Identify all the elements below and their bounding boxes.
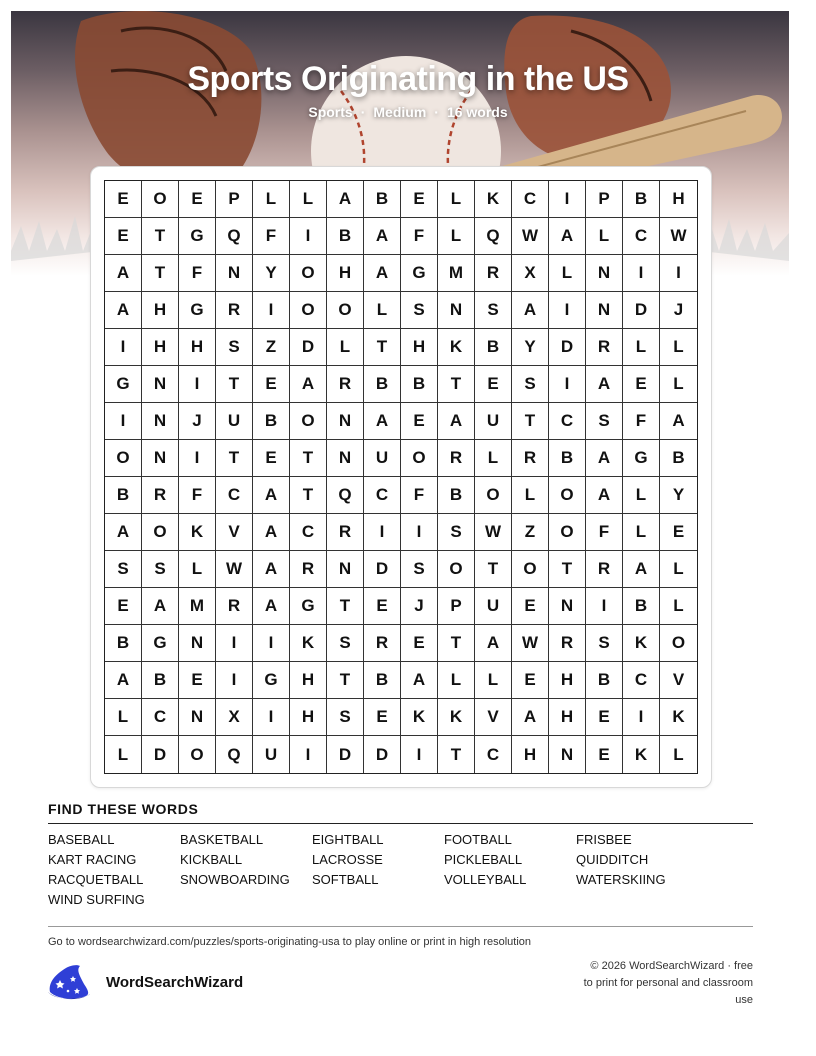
grid-cell[interactable]: S — [142, 551, 179, 588]
grid-cell[interactable]: L — [475, 440, 512, 477]
grid-cell[interactable]: O — [179, 736, 216, 773]
grid-cell[interactable]: R — [216, 588, 253, 625]
grid-cell[interactable]: H — [660, 181, 697, 218]
grid-cell[interactable]: G — [253, 662, 290, 699]
grid-cell[interactable]: D — [142, 736, 179, 773]
grid-cell[interactable]: A — [142, 588, 179, 625]
grid-cell[interactable]: L — [327, 329, 364, 366]
grid-cell[interactable]: B — [105, 477, 142, 514]
grid-cell[interactable]: L — [660, 588, 697, 625]
grid-cell[interactable]: X — [216, 699, 253, 736]
grid-cell[interactable]: I — [623, 255, 660, 292]
grid-cell[interactable]: U — [253, 736, 290, 773]
grid-cell[interactable]: A — [105, 292, 142, 329]
grid-cell[interactable]: X — [512, 255, 549, 292]
grid-cell[interactable]: I — [586, 588, 623, 625]
grid-cell[interactable]: E — [401, 181, 438, 218]
grid-cell[interactable]: C — [142, 699, 179, 736]
category-label: Sports — [308, 104, 353, 120]
grid-cell[interactable]: N — [327, 440, 364, 477]
grid-cell[interactable]: I — [401, 514, 438, 551]
grid-cell[interactable]: P — [438, 588, 475, 625]
grid-cell[interactable]: L — [660, 329, 697, 366]
word-list-item: SOFTBALL — [312, 872, 379, 887]
grid-cell[interactable]: L — [290, 181, 327, 218]
grid-cell[interactable]: U — [475, 403, 512, 440]
grid-cell[interactable]: E — [623, 366, 660, 403]
separator-dot: · — [434, 104, 439, 120]
grid-cell[interactable]: C — [364, 477, 401, 514]
grid-cell[interactable]: K — [438, 329, 475, 366]
grid-cell[interactable]: A — [253, 551, 290, 588]
grid-cell[interactable]: L — [549, 255, 586, 292]
grid-cell[interactable]: L — [253, 181, 290, 218]
grid-cell[interactable]: E — [660, 514, 697, 551]
copyright-notice: © 2026 WordSearchWizard · free to print for personal and classroom use — [583, 960, 753, 1006]
grid-cell[interactable]: I — [179, 440, 216, 477]
grid-cell[interactable]: B — [364, 181, 401, 218]
footer-link[interactable]: Go to wordsearchwizard.com/puzzles/sports-originating-usa to play online or print in high resolution — [48, 936, 532, 948]
grid-cell[interactable]: A — [105, 514, 142, 551]
grid-cell[interactable]: A — [253, 477, 290, 514]
grid-cell[interactable]: J — [401, 588, 438, 625]
grid-cell[interactable]: T — [216, 366, 253, 403]
page-title: Sports Originating in the US — [187, 60, 629, 98]
grid-cell[interactable]: L — [660, 366, 697, 403]
grid-cell[interactable]: I — [549, 181, 586, 218]
grid-cell[interactable]: L — [623, 477, 660, 514]
grid-cell[interactable]: L — [475, 662, 512, 699]
grid-cell[interactable]: R — [549, 625, 586, 662]
grid-cell[interactable]: T — [290, 440, 327, 477]
grid-cell[interactable]: O — [549, 514, 586, 551]
grid-cell[interactable]: C — [549, 403, 586, 440]
word-list-item: RACQUETBALL — [48, 872, 144, 887]
grid-cell[interactable]: J — [660, 292, 697, 329]
grid-cell[interactable]: B — [623, 181, 660, 218]
grid-cell[interactable]: F — [253, 218, 290, 255]
grid-cell[interactable]: H — [549, 699, 586, 736]
grid-cell[interactable]: A — [586, 477, 623, 514]
grid-cell[interactable]: Q — [327, 477, 364, 514]
grid-cell[interactable]: I — [290, 218, 327, 255]
grid-cell[interactable]: I — [549, 366, 586, 403]
grid-cell[interactable]: H — [401, 329, 438, 366]
grid-cell[interactable]: N — [142, 403, 179, 440]
grid-cell[interactable]: E — [512, 588, 549, 625]
grid-cell[interactable]: T — [327, 662, 364, 699]
grid-cell[interactable]: E — [586, 699, 623, 736]
grid-cell[interactable]: T — [364, 329, 401, 366]
grid-cell[interactable]: S — [401, 292, 438, 329]
word-list-heading: FIND THESE WORDS — [48, 801, 199, 817]
word-list-item: SNOWBOARDING — [180, 872, 290, 887]
grid-cell[interactable]: B — [475, 329, 512, 366]
grid-cell[interactable]: I — [549, 292, 586, 329]
grid-cell[interactable]: C — [290, 514, 327, 551]
puzzle-meta — [0, 104, 816, 120]
grid-cell[interactable]: E — [364, 588, 401, 625]
grid-cell[interactable]: R — [216, 292, 253, 329]
grid-cell[interactable]: N — [327, 551, 364, 588]
grid-cell[interactable]: P — [586, 181, 623, 218]
word-list-item: BASEBALL — [48, 832, 115, 847]
grid-cell[interactable]: B — [142, 662, 179, 699]
grid-cell[interactable]: T — [438, 736, 475, 773]
grid-cell[interactable]: B — [327, 218, 364, 255]
grid-cell[interactable]: O — [438, 551, 475, 588]
grid-cell[interactable]: E — [364, 699, 401, 736]
grid-cell[interactable]: E — [401, 403, 438, 440]
separator-dot: · — [360, 104, 366, 120]
grid-cell[interactable]: L — [105, 736, 142, 773]
grid-cell[interactable]: O — [290, 292, 327, 329]
word-list-item: FRISBEE — [576, 832, 632, 847]
grid-cell[interactable]: Y — [253, 255, 290, 292]
grid-cell[interactable]: I — [179, 366, 216, 403]
grid-cell[interactable]: R — [290, 551, 327, 588]
grid-cell[interactable]: G — [401, 255, 438, 292]
grid-cell[interactable]: B — [586, 662, 623, 699]
grid-cell[interactable]: M — [179, 588, 216, 625]
grid-cell[interactable]: K — [290, 625, 327, 662]
grid-cell[interactable]: J — [179, 403, 216, 440]
grid-cell[interactable]: N — [216, 255, 253, 292]
grid-cell[interactable]: A — [475, 625, 512, 662]
grid-cell[interactable]: I — [623, 699, 660, 736]
grid-cell[interactable]: I — [253, 625, 290, 662]
grid-cell[interactable]: S — [512, 366, 549, 403]
grid-cell[interactable]: O — [290, 403, 327, 440]
grid-cell[interactable]: S — [401, 551, 438, 588]
wizard-hat-icon — [46, 962, 92, 1002]
grid-cell[interactable]: H — [290, 662, 327, 699]
grid-cell[interactable]: O — [290, 255, 327, 292]
grid-cell[interactable]: T — [549, 551, 586, 588]
grid-cell[interactable]: A — [512, 292, 549, 329]
grid-cell[interactable]: P — [216, 181, 253, 218]
grid-cell[interactable]: L — [623, 329, 660, 366]
grid-cell[interactable]: C — [623, 218, 660, 255]
grid-cell[interactable]: R — [586, 551, 623, 588]
grid-cell[interactable]: G — [290, 588, 327, 625]
grid-cell[interactable]: L — [586, 218, 623, 255]
grid-cell[interactable]: W — [660, 218, 697, 255]
grid-cell[interactable]: O — [105, 440, 142, 477]
grid-cell[interactable]: S — [105, 551, 142, 588]
grid-cell[interactable]: B — [438, 477, 475, 514]
grid-cell[interactable]: A — [290, 366, 327, 403]
grid-cell[interactable]: H — [142, 329, 179, 366]
grid-cell[interactable]: E — [512, 662, 549, 699]
grid-cell[interactable]: O — [142, 181, 179, 218]
grid-cell[interactable]: L — [512, 477, 549, 514]
grid-cell[interactable]: R — [327, 514, 364, 551]
grid-cell[interactable]: B — [253, 403, 290, 440]
grid-cell[interactable]: O — [401, 440, 438, 477]
divider — [48, 823, 753, 824]
grid-cell[interactable]: T — [438, 625, 475, 662]
grid-cell[interactable]: N — [179, 625, 216, 662]
grid-cell[interactable]: I — [105, 329, 142, 366]
word-list-item: WIND SURFING — [48, 892, 145, 907]
grid-cell[interactable]: Q — [475, 218, 512, 255]
grid-cell[interactable]: N — [586, 292, 623, 329]
grid-cell[interactable]: T — [216, 440, 253, 477]
grid-cell[interactable]: W — [216, 551, 253, 588]
grid-cell[interactable]: R — [364, 625, 401, 662]
word-list-item: FOOTBALL — [444, 832, 512, 847]
grid-cell[interactable]: N — [327, 403, 364, 440]
grid-cell[interactable]: I — [105, 403, 142, 440]
grid-cell[interactable]: A — [512, 699, 549, 736]
grid-cell[interactable]: I — [401, 736, 438, 773]
grid-cell[interactable]: Y — [660, 477, 697, 514]
grid-cell[interactable]: T — [327, 588, 364, 625]
grid-cell[interactable]: G — [105, 366, 142, 403]
grid-cell[interactable]: S — [327, 699, 364, 736]
grid-cell[interactable]: F — [179, 255, 216, 292]
grid-cell[interactable]: A — [549, 218, 586, 255]
grid-cell[interactable]: C — [623, 662, 660, 699]
grid-cell[interactable]: V — [216, 514, 253, 551]
letter-grid[interactable] — [104, 180, 698, 774]
grid-cell[interactable]: K — [623, 625, 660, 662]
grid-cell[interactable]: R — [586, 329, 623, 366]
grid-cell[interactable]: T — [290, 477, 327, 514]
grid-cell[interactable]: A — [253, 514, 290, 551]
grid-cell[interactable]: R — [142, 477, 179, 514]
grid-cell[interactable]: O — [512, 551, 549, 588]
grid-cell[interactable]: E — [253, 440, 290, 477]
grid-cell[interactable]: U — [216, 403, 253, 440]
grid-cell[interactable]: T — [512, 403, 549, 440]
grid-cell[interactable]: O — [142, 514, 179, 551]
grid-cell[interactable]: W — [512, 218, 549, 255]
word-list-item: PICKLEBALL — [444, 852, 523, 867]
grid-cell[interactable]: L — [438, 218, 475, 255]
grid-cell[interactable]: I — [660, 255, 697, 292]
grid-cell[interactable]: W — [512, 625, 549, 662]
word-list — [48, 832, 753, 908]
grid-cell[interactable]: E — [105, 218, 142, 255]
grid-cell[interactable]: T — [142, 255, 179, 292]
grid-cell[interactable]: K — [660, 699, 697, 736]
word-list-item: LACROSSE — [312, 852, 383, 867]
grid-cell[interactable]: T — [438, 366, 475, 403]
grid-cell[interactable]: A — [586, 440, 623, 477]
grid-cell[interactable]: U — [475, 588, 512, 625]
grid-cell[interactable]: O — [327, 292, 364, 329]
word-list-item: KICKBALL — [180, 852, 243, 867]
grid-cell[interactable]: O — [660, 625, 697, 662]
grid-cell[interactable]: H — [549, 662, 586, 699]
grid-cell[interactable]: N — [586, 255, 623, 292]
grid-cell[interactable]: A — [327, 181, 364, 218]
grid-cell[interactable]: L — [364, 292, 401, 329]
grid-cell[interactable]: Y — [512, 329, 549, 366]
grid-cell[interactable]: L — [438, 662, 475, 699]
grid-cell[interactable]: R — [512, 440, 549, 477]
grid-cell[interactable]: K — [401, 699, 438, 736]
grid-cell[interactable]: K — [475, 181, 512, 218]
grid-cell[interactable]: S — [438, 514, 475, 551]
grid-cell[interactable]: D — [549, 329, 586, 366]
grid-cell[interactable]: H — [142, 292, 179, 329]
grid-cell[interactable]: Z — [253, 329, 290, 366]
grid-cell[interactable]: S — [586, 625, 623, 662]
grid-cell[interactable]: L — [438, 181, 475, 218]
grid-cell[interactable]: T — [142, 218, 179, 255]
grid-cell[interactable]: N — [179, 699, 216, 736]
grid-cell[interactable]: K — [438, 699, 475, 736]
grid-cell[interactable]: A — [105, 255, 142, 292]
grid-cell[interactable]: S — [586, 403, 623, 440]
grid-cell[interactable]: G — [179, 292, 216, 329]
word-list-item: BASKETBALL — [180, 832, 264, 847]
grid-cell[interactable]: F — [586, 514, 623, 551]
grid-cell[interactable]: W — [475, 514, 512, 551]
grid-cell[interactable]: M — [438, 255, 475, 292]
grid-cell[interactable]: N — [142, 366, 179, 403]
grid-cell[interactable]: N — [438, 292, 475, 329]
grid-cell[interactable]: E — [401, 625, 438, 662]
grid-cell[interactable]: C — [475, 736, 512, 773]
grid-cell[interactable]: T — [475, 551, 512, 588]
grid-cell[interactable]: A — [253, 588, 290, 625]
grid-cell[interactable]: I — [290, 736, 327, 773]
grid-cell[interactable]: L — [660, 551, 697, 588]
grid-cell[interactable]: A — [586, 366, 623, 403]
word-list-item: KART RACING — [48, 852, 137, 867]
grid-cell[interactable]: Q — [216, 736, 253, 773]
grid-cell[interactable]: B — [549, 440, 586, 477]
word-list-item: QUIDDITCH — [576, 852, 649, 867]
grid-cell[interactable]: I — [253, 292, 290, 329]
grid-cell[interactable]: B — [660, 440, 697, 477]
grid-cell[interactable]: A — [401, 662, 438, 699]
grid-cell[interactable]: V — [660, 662, 697, 699]
grid-cell[interactable]: N — [142, 440, 179, 477]
grid-cell[interactable]: F — [401, 477, 438, 514]
grid-cell[interactable]: I — [216, 625, 253, 662]
word-list-item: EIGHTBALL — [312, 832, 384, 847]
grid-cell[interactable]: L — [105, 699, 142, 736]
grid-cell[interactable]: A — [660, 403, 697, 440]
grid-cell[interactable]: I — [216, 662, 253, 699]
grid-cell[interactable]: D — [623, 292, 660, 329]
grid-cell[interactable]: N — [549, 588, 586, 625]
grid-cell[interactable]: C — [512, 181, 549, 218]
grid-cell[interactable]: B — [105, 625, 142, 662]
grid-cell[interactable]: A — [438, 403, 475, 440]
grid-cell[interactable]: G — [179, 218, 216, 255]
grid-cell[interactable]: I — [364, 514, 401, 551]
grid-cell[interactable]: F — [401, 218, 438, 255]
grid-cell[interactable]: L — [623, 514, 660, 551]
grid-cell[interactable]: Z — [512, 514, 549, 551]
grid-cell[interactable]: O — [475, 477, 512, 514]
grid-cell[interactable]: C — [216, 477, 253, 514]
grid-cell[interactable]: Q — [216, 218, 253, 255]
grid-cell[interactable]: D — [327, 736, 364, 773]
brand-name: WordSearchWizard — [106, 973, 244, 991]
grid-cell[interactable]: E — [586, 736, 623, 773]
grid-cell[interactable]: R — [475, 255, 512, 292]
grid-cell[interactable]: E — [105, 181, 142, 218]
grid-cell[interactable]: F — [623, 403, 660, 440]
grid-cell[interactable]: G — [623, 440, 660, 477]
grid-cell[interactable]: A — [364, 218, 401, 255]
grid-cell[interactable]: L — [673, 744, 684, 764]
grid-cell[interactable]: E — [475, 366, 512, 403]
grid-cell[interactable]: D — [290, 329, 327, 366]
grid-cell[interactable]: R — [438, 440, 475, 477]
grid-cell[interactable]: B — [623, 588, 660, 625]
grid-cell[interactable]: R — [327, 366, 364, 403]
grid-cell[interactable]: N — [549, 736, 586, 773]
grid-cell[interactable]: S — [216, 329, 253, 366]
brand-logo[interactable] — [46, 962, 243, 1002]
grid-cell[interactable]: D — [364, 551, 401, 588]
grid-cell[interactable]: I — [253, 699, 290, 736]
word-list-item: WATERSKIING — [576, 872, 666, 887]
grid-cell[interactable]: A — [105, 662, 142, 699]
grid-cell[interactable]: E — [105, 588, 142, 625]
word-list-item: VOLLEYBALL — [444, 872, 527, 887]
grid-cell[interactable]: O — [549, 477, 586, 514]
grid-cell[interactable]: E — [179, 181, 216, 218]
grid-cell[interactable]: U — [364, 440, 401, 477]
grid-cell[interactable]: H — [179, 329, 216, 366]
grid-cell[interactable]: B — [401, 366, 438, 403]
grid-cell[interactable]: S — [327, 625, 364, 662]
grid-cell[interactable]: S — [475, 292, 512, 329]
grid-cell[interactable]: D — [364, 736, 401, 773]
grid-cell[interactable]: H — [290, 699, 327, 736]
difficulty-label: Medium — [373, 104, 427, 120]
word-count-label: 16 words — [446, 104, 508, 120]
grid-cell[interactable]: E — [179, 662, 216, 699]
grid-cell[interactable]: K — [623, 736, 660, 773]
grid-cell[interactable]: V — [475, 699, 512, 736]
grid-cell[interactable]: B — [364, 366, 401, 403]
grid-cell[interactable]: H — [512, 736, 549, 773]
grid-cell[interactable]: L — [179, 551, 216, 588]
grid-cell[interactable]: F — [179, 477, 216, 514]
grid-cell[interactable]: G — [142, 625, 179, 662]
grid-cell[interactable]: B — [364, 662, 401, 699]
grid-cell[interactable]: H — [327, 255, 364, 292]
grid-cell[interactable]: A — [364, 255, 401, 292]
grid-cell[interactable]: A — [364, 403, 401, 440]
divider — [48, 926, 753, 927]
grid-cell[interactable]: A — [623, 551, 660, 588]
grid-cell[interactable]: K — [179, 514, 216, 551]
grid-cell[interactable]: E — [253, 366, 290, 403]
